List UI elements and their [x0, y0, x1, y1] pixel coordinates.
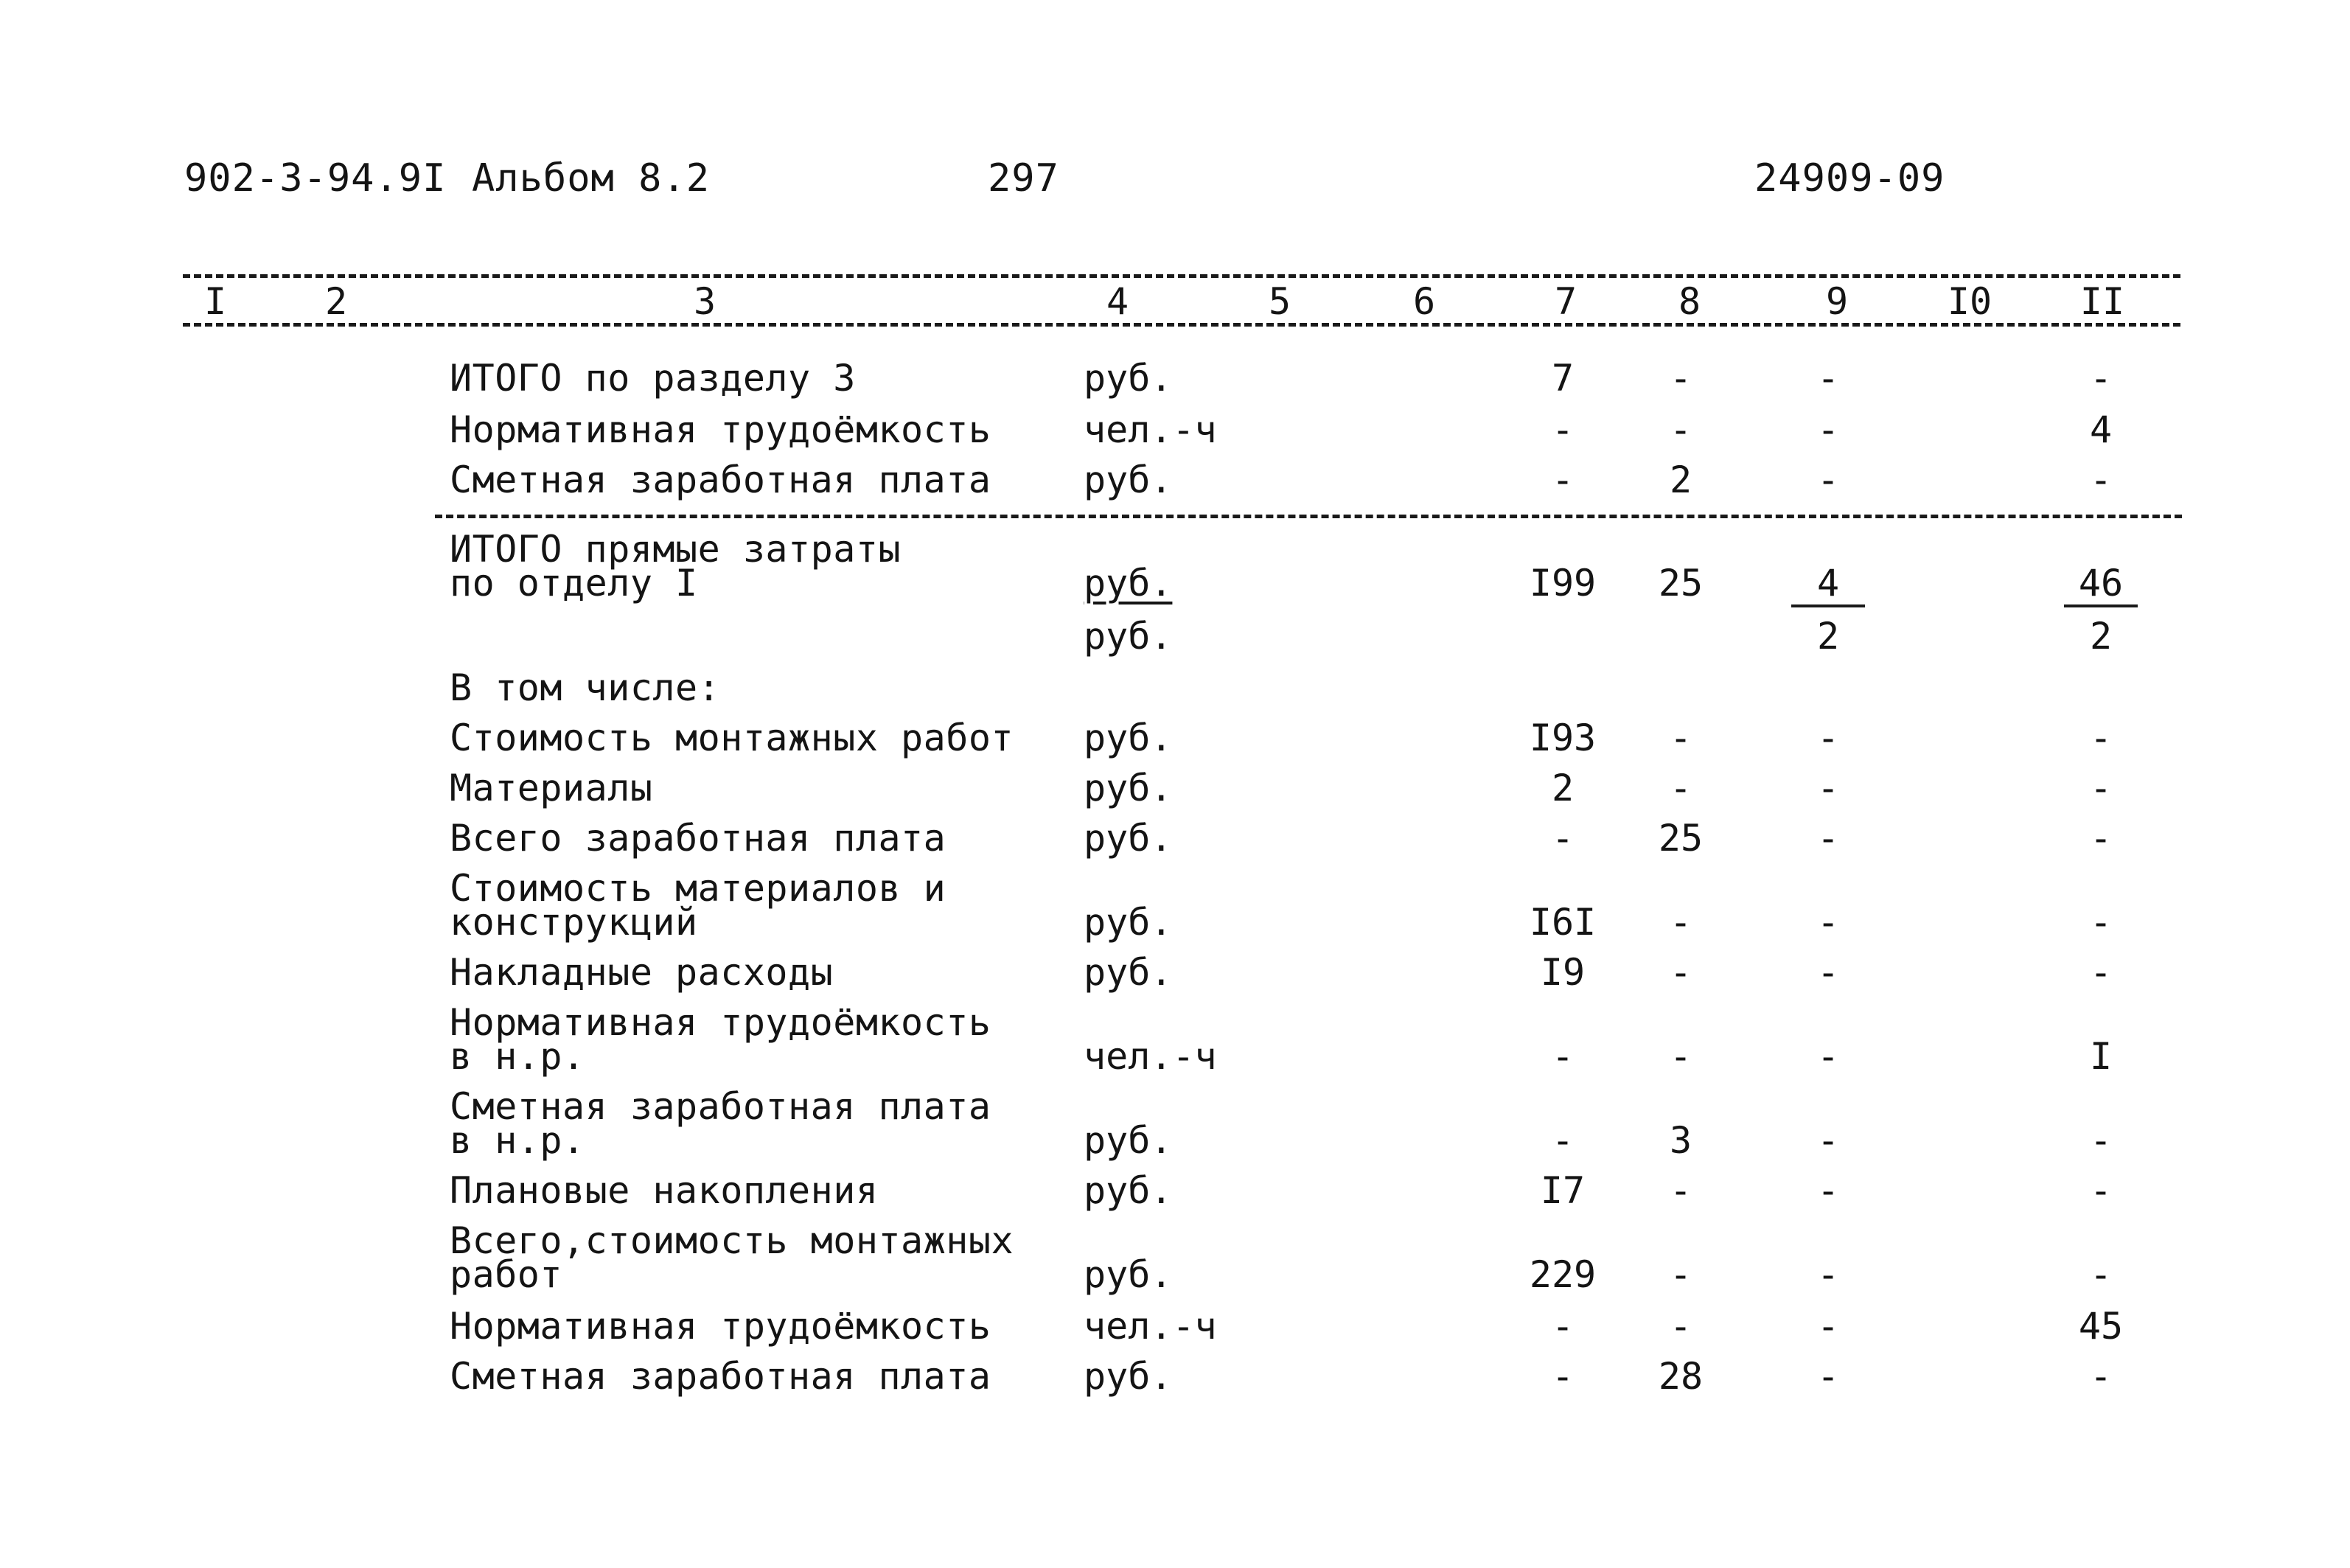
row-unit: руб. [1084, 459, 1173, 501]
album-label: Альбом 8.2 [472, 156, 711, 201]
cell-col8: - [1669, 717, 1692, 759]
row-label: Стоимость материалов и [450, 867, 946, 910]
cell-col7: - [1551, 817, 1575, 860]
column-header-5: 5 [1268, 280, 1291, 323]
total-direct-label-line1: ИТОГО прямые затраты [450, 528, 902, 571]
cell-col11: - [2089, 767, 2113, 809]
cell-col8: 3 [1669, 1119, 1692, 1162]
cell-col9: - [1816, 717, 1840, 759]
cell-col8: 28 [1658, 1355, 1704, 1398]
cell-col11: - [2089, 817, 2113, 860]
cell-col7: - [1551, 408, 1575, 451]
row-label: Накладные расходы [450, 951, 834, 994]
cell-col9: - [1816, 817, 1840, 860]
row-label: Нормативная трудоёмкость [450, 1001, 991, 1044]
including-label: В том числе: [450, 666, 721, 709]
cell-col7: 229 [1529, 1253, 1597, 1296]
row-label: Материалы [450, 767, 653, 809]
column-header-10: I0 [1947, 280, 1992, 323]
cell-col11: 4 [2089, 408, 2113, 451]
cell-col11: - [2089, 717, 2113, 759]
cell-col11: - [2089, 1355, 2113, 1398]
cell-col8: - [1669, 1253, 1692, 1296]
row-label: Нормативная трудоёмкость [450, 408, 991, 451]
cell-col9: - [1816, 357, 1840, 400]
row-unit: руб. [1084, 1355, 1173, 1398]
total-direct-col11-denominator: 2 [2089, 615, 2113, 658]
cell-col7: I9 [1540, 951, 1586, 994]
fraction-bar-col11 [2064, 604, 2138, 607]
row-label: Сметная заработная плата [450, 459, 991, 501]
row-label-continued: работ [450, 1253, 563, 1296]
row-label: ИТОГО по разделу 3 [450, 357, 856, 400]
cell-col9: - [1816, 901, 1840, 944]
cell-col9: - [1816, 1355, 1840, 1398]
cell-col11: I [2089, 1035, 2113, 1078]
cell-col11: - [2089, 951, 2113, 994]
column-header-3: 3 [693, 280, 716, 323]
cell-col9: - [1816, 1119, 1840, 1162]
column-header-4: 4 [1106, 280, 1129, 323]
cell-col8: - [1669, 408, 1692, 451]
cell-col7: I93 [1529, 717, 1597, 759]
row-unit: руб. [1084, 767, 1173, 809]
section-divider-rule [435, 515, 2182, 518]
cell-col8: 25 [1658, 817, 1704, 860]
total-direct-col8: 25 [1658, 562, 1704, 604]
row-unit: руб. [1084, 357, 1173, 400]
row-unit: руб. [1084, 817, 1173, 860]
row-unit: чел.-ч [1084, 1305, 1217, 1348]
total-direct-col7: I99 [1529, 562, 1597, 604]
column-header-1: I [203, 280, 227, 323]
cell-col7: - [1551, 1305, 1575, 1348]
cell-col11: 45 [2078, 1305, 2124, 1348]
total-direct-col9-numerator: 4 [1816, 562, 1840, 604]
cell-col7: - [1551, 459, 1575, 501]
column-header-top-rule [183, 274, 2180, 278]
column-header-9: 9 [1825, 280, 1849, 323]
row-label: Сметная заработная плата [450, 1355, 991, 1398]
cell-col8: - [1669, 1305, 1692, 1348]
cell-col11: - [2089, 901, 2113, 944]
column-header-8: 8 [1678, 280, 1701, 323]
column-header-7: 7 [1554, 280, 1577, 323]
cell-col7: - [1551, 1035, 1575, 1078]
cell-col9: - [1816, 1035, 1840, 1078]
total-direct-unit-bottom: руб. [1084, 615, 1173, 658]
row-label: Всего,стоимость монтажных [450, 1219, 1014, 1262]
cell-col11: - [2089, 1169, 2113, 1212]
cell-col8: - [1669, 1035, 1692, 1078]
cell-col8: - [1669, 901, 1692, 944]
column-header-11: II [2079, 280, 2125, 323]
row-label: Плановые накопления [450, 1169, 879, 1212]
cell-col8: - [1669, 357, 1692, 400]
page-number: 297 [988, 156, 1059, 201]
row-label: Сметная заработная плата [450, 1085, 991, 1128]
cell-col7: - [1551, 1119, 1575, 1162]
row-label: Нормативная трудоёмкость [450, 1305, 991, 1348]
row-unit: руб. [1084, 1119, 1173, 1162]
cell-col11: - [2089, 1253, 2113, 1296]
sheet-code: 24909-09 [1754, 156, 1945, 201]
cell-col7: - [1551, 1355, 1575, 1398]
column-header-bottom-rule [183, 323, 2180, 327]
row-unit: руб. [1084, 1169, 1173, 1212]
row-label: Стоимость монтажных работ [450, 717, 1014, 759]
fraction-bar-col9 [1791, 604, 1865, 607]
column-header-2: 2 [324, 280, 348, 323]
cell-col8: - [1669, 767, 1692, 809]
column-header-6: 6 [1412, 280, 1436, 323]
cell-col8: - [1669, 1169, 1692, 1212]
row-unit: чел.-ч [1084, 408, 1217, 451]
row-label: Всего заработная плата [450, 817, 946, 860]
cell-col11: - [2089, 357, 2113, 400]
cell-col9: - [1816, 408, 1840, 451]
cell-col7: 2 [1551, 767, 1575, 809]
total-direct-col11-numerator: 46 [2078, 562, 2124, 604]
cell-col7: I7 [1540, 1169, 1586, 1212]
cell-col9: - [1816, 1253, 1840, 1296]
cell-col7: 7 [1551, 357, 1575, 400]
row-unit: руб. [1084, 901, 1173, 944]
row-unit: руб. [1084, 1253, 1173, 1296]
total-direct-unit-top: руб. [1084, 562, 1173, 604]
cell-col9: - [1816, 459, 1840, 501]
row-unit: руб. [1084, 951, 1173, 994]
cell-col7: I6I [1529, 901, 1597, 944]
cell-col9: - [1816, 1169, 1840, 1212]
document-code: 902-3-94.9I [184, 156, 447, 201]
total-direct-col9-denominator: 2 [1816, 615, 1840, 658]
row-unit: руб. [1084, 717, 1173, 759]
cell-col8: - [1669, 951, 1692, 994]
row-unit: чел.-ч [1084, 1035, 1217, 1078]
total-direct-label-line2: по отделу I [450, 562, 698, 604]
row-label-continued: конструкций [450, 901, 698, 944]
row-label-continued: в н.р. [450, 1035, 585, 1078]
cell-col11: - [2089, 1119, 2113, 1162]
cell-col9: - [1816, 767, 1840, 809]
cell-col11: - [2089, 459, 2113, 501]
cell-col8: 2 [1669, 459, 1692, 501]
cell-col9: - [1816, 951, 1840, 994]
row-label-continued: в н.р. [450, 1119, 585, 1162]
cell-col9: - [1816, 1305, 1840, 1348]
